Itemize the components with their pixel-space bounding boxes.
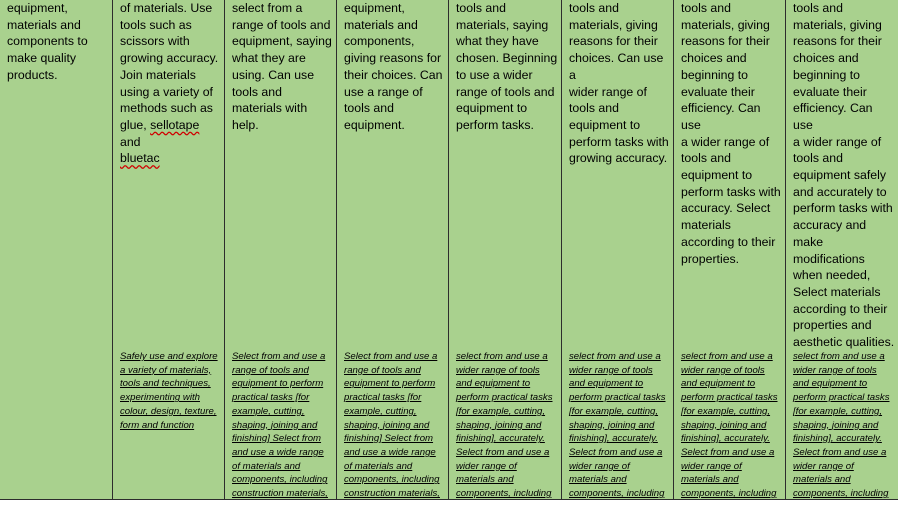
column-7-main-text — [681, 0, 782, 267]
misspelled-word: bluetac — [120, 151, 160, 166]
cell-line: make quality — [7, 51, 77, 66]
cell-subline: a variety of materials, — [120, 364, 212, 376]
cell-subline: equipment to perform — [232, 378, 324, 390]
cell-subline: Select from and use a — [793, 446, 887, 458]
column-2-main-text — [120, 0, 221, 167]
cell-line: using a variety of — [120, 84, 213, 99]
column-8-main-text — [793, 0, 895, 351]
cell-line: a wider range of — [793, 134, 882, 149]
table-column-6 — [562, 0, 674, 500]
cell-line: tools and — [569, 101, 619, 116]
cell-line — [120, 117, 221, 150]
cell-line: equipment. — [344, 117, 405, 132]
cell-line: accuracy. Select — [681, 201, 771, 216]
cell-line: beginning to — [681, 67, 749, 82]
cell-line: tools and — [344, 101, 394, 116]
cell-subline: [for example, cutting, — [793, 405, 883, 417]
cell-line: when needed, — [793, 268, 871, 283]
cell-line: methods such as — [120, 101, 213, 116]
cell-subline: components, including — [344, 474, 440, 486]
cell-line: aesthetic qualities. — [793, 335, 895, 350]
cell-line: growing accuracy. — [120, 51, 219, 66]
text-fragment: and — [120, 134, 141, 149]
cell-line: of materials. Use — [120, 1, 213, 15]
cell-line: perform tasks with — [569, 134, 669, 149]
cell-line: efficiency. Can use — [681, 101, 761, 132]
cell-subline: and equipment to — [681, 378, 756, 390]
cell-line: their choices. Can — [344, 67, 443, 82]
cell-subline: experimenting with — [120, 392, 200, 404]
column-6-sub-text — [569, 350, 671, 500]
cell-line: equipment, — [344, 1, 405, 15]
cell-subline: finishing] Select from — [344, 433, 434, 445]
cell-line: range of tools and — [456, 84, 555, 99]
cell-line: wider range of — [569, 84, 647, 99]
cell-subline: shaping, joining and — [232, 419, 318, 431]
cell-line: perform tasks with — [681, 184, 781, 199]
cell-line: scissors with — [120, 34, 190, 49]
cell-subline: select from and use a — [569, 351, 661, 362]
cell-line: what they have — [456, 34, 539, 49]
cell-subline: materials and — [456, 474, 514, 486]
cell-subline: perform practical tasks — [681, 392, 778, 404]
cell-line: and accurately to — [793, 184, 887, 199]
cell-subline: materials and — [569, 474, 627, 486]
cell-subline: components, including — [793, 488, 889, 500]
cell-line: make — [793, 234, 824, 249]
cell-subline: components, including — [569, 488, 665, 500]
column-4-sub-text — [344, 350, 446, 500]
cell-subline: shaping, joining and — [793, 419, 879, 431]
cell-line: materials with — [232, 101, 308, 116]
cell-subline: perform practical tasks — [456, 392, 553, 404]
cell-subline: perform practical tasks — [569, 392, 666, 404]
cell-line: materials and — [7, 17, 81, 32]
cell-subline: Select from and use a — [344, 351, 438, 362]
cell-line: equipment to — [456, 101, 528, 116]
cell-line: equipment, — [7, 1, 68, 15]
cell-line: modifications — [793, 251, 865, 266]
cell-subline: wider range of — [681, 460, 742, 472]
cell-subline: [for example, cutting, — [569, 405, 659, 417]
cell-subline: and equipment to — [456, 378, 531, 390]
cell-subline: select from and use a — [793, 351, 885, 362]
cell-line: equipment to — [681, 168, 753, 183]
cell-line: materials and — [344, 17, 418, 32]
cell-line: help. — [232, 117, 259, 132]
cell-line: materials — [681, 218, 731, 233]
cell-subline: wider range of tools — [569, 364, 653, 376]
cell-subline: range of tools and — [344, 364, 421, 376]
cell-subline: perform practical tasks — [793, 392, 890, 404]
cell-subline: wider range of tools — [793, 364, 877, 376]
column-4-main-text — [344, 0, 445, 134]
cell-line: tools and — [232, 84, 282, 99]
cell-subline: finishing], accurately. — [793, 433, 882, 445]
cell-line: materials, giving — [793, 17, 882, 32]
column-3-sub-text — [232, 350, 334, 500]
column-3-main-text — [232, 0, 333, 134]
cell-subline: practical tasks [for — [344, 392, 422, 404]
cell-subline: components, including — [232, 474, 328, 486]
cell-line: equipment, saying — [232, 34, 332, 49]
cell-subline: example, cutting, — [344, 405, 417, 417]
cell-subline: construction materials, — [344, 488, 440, 500]
cell-line: to use a wider — [456, 67, 533, 82]
cell-line: tools and — [681, 151, 731, 166]
column-1-main-text — [7, 0, 109, 84]
cell-subline: components, including — [456, 488, 552, 500]
cell-line: evaluate their — [793, 84, 867, 99]
cell-line: evaluate their — [681, 84, 755, 99]
cell-subline: Select from and use a — [569, 446, 663, 458]
cell-subline: shaping, joining and — [456, 419, 542, 431]
cell-subline: Select from and use a — [232, 351, 326, 362]
cell-line — [120, 150, 221, 167]
cell-line: properties and — [793, 318, 872, 333]
cell-subline: components, including — [681, 488, 777, 500]
table-column-2 — [113, 0, 225, 500]
cell-subline: finishing], accurately. — [681, 433, 770, 445]
table-bottom-border — [0, 499, 898, 500]
cell-line: efficiency. Can use — [793, 101, 873, 132]
cell-line: tools and — [456, 1, 506, 15]
cell-line: equipment safely — [793, 168, 886, 183]
column-5-sub-text — [456, 350, 559, 500]
cell-subline: wider range of tools — [681, 364, 765, 376]
cell-subline: practical tasks [for — [232, 392, 310, 404]
cell-line: use a range of — [344, 84, 423, 99]
text-fragment: glue, — [120, 117, 151, 132]
cell-subline: and equipment to — [569, 378, 644, 390]
cell-subline: Select from and use a — [456, 446, 550, 458]
table-column-1 — [0, 0, 113, 500]
cell-line: properties. — [681, 251, 740, 266]
cell-line: materials, saying — [456, 17, 549, 32]
cell-line: Select materials — [793, 284, 881, 299]
cell-subline: finishing], accurately. — [569, 433, 658, 445]
table-column-8 — [786, 0, 898, 500]
column-5-main-text — [456, 0, 558, 134]
cell-line: reasons for their — [569, 34, 658, 49]
table-column-5 — [449, 0, 562, 500]
cell-line: giving reasons for — [344, 51, 442, 66]
cell-subline: shaping, joining and — [344, 419, 430, 431]
cell-subline: wider range of — [569, 460, 630, 472]
misspelled-word: sellotape — [150, 117, 200, 132]
cell-line: chosen. Beginning — [456, 51, 558, 66]
cell-subline: of materials and — [344, 460, 413, 472]
cell-subline: equipment to perform — [344, 378, 436, 390]
cell-subline: shaping, joining and — [569, 419, 655, 431]
cell-subline: form and function — [120, 419, 195, 431]
cell-line: materials, giving — [681, 17, 770, 32]
cell-line: components, — [344, 34, 415, 49]
cell-line: a wider range of — [681, 134, 770, 149]
cell-line: accuracy and — [793, 218, 867, 233]
cell-subline: [for example, cutting, — [681, 405, 771, 417]
cell-line: according to their — [681, 234, 776, 249]
cell-line: what they are — [232, 51, 306, 66]
cell-line: tools and — [793, 1, 843, 15]
cell-line: perform tasks with — [793, 201, 893, 216]
cell-subline: wider range of — [456, 460, 517, 472]
cell-line: choices and — [793, 51, 859, 66]
cell-line: range of tools and — [232, 17, 331, 32]
cell-line: choices and — [681, 51, 747, 66]
table-column-4 — [337, 0, 449, 500]
cell-line: choices. Can use a — [569, 51, 664, 82]
cell-line: perform tasks. — [456, 117, 534, 132]
cell-subline: range of tools and — [232, 364, 309, 376]
column-2-sub-text — [120, 350, 222, 432]
cell-subline: construction materials, — [232, 488, 328, 500]
cell-subline: tools and techniques, — [120, 378, 211, 390]
cell-line: select from a — [232, 1, 303, 15]
cell-line: tools and — [793, 151, 843, 166]
column-8-sub-text — [793, 350, 896, 500]
cell-subline: and use a wide range — [232, 446, 324, 458]
cell-subline: select from and use a — [456, 351, 548, 362]
cell-subline: and use a wide range — [344, 446, 436, 458]
cell-line: beginning to — [793, 67, 861, 82]
column-6-main-text — [569, 0, 670, 167]
cell-subline: select from and use a — [681, 351, 773, 362]
cell-subline: finishing] Select from — [232, 433, 322, 445]
cell-subline: finishing], accurately. — [456, 433, 545, 445]
column-7-sub-text — [681, 350, 783, 500]
cell-subline: example, cutting, — [232, 405, 305, 417]
cell-line: tools such as — [120, 17, 192, 32]
cell-line: growing accuracy. — [569, 151, 668, 166]
cell-subline: of materials and — [232, 460, 301, 472]
cell-line: materials, giving — [569, 17, 658, 32]
cell-line: using. Can use — [232, 67, 315, 82]
cell-subline: [for example, cutting, — [456, 405, 546, 417]
cell-line: tools and — [569, 1, 619, 15]
cell-line: equipment to — [569, 117, 641, 132]
cell-line: products. — [7, 67, 58, 82]
cell-subline: Safely use and explore — [120, 351, 218, 362]
cell-subline: Select from and use a — [681, 446, 775, 458]
cell-subline: wider range of tools — [456, 364, 540, 376]
cell-subline: materials and — [681, 474, 739, 486]
cell-subline: shaping, joining and — [681, 419, 767, 431]
cell-line: Join materials — [120, 67, 196, 82]
cell-line: components to — [7, 34, 88, 49]
cell-line: reasons for their — [793, 34, 882, 49]
cell-subline: colour, design, texture, — [120, 405, 217, 417]
table-column-7 — [674, 0, 786, 500]
table-column-3 — [225, 0, 337, 500]
cell-line: tools and — [681, 1, 731, 15]
cell-subline: materials and — [793, 474, 851, 486]
cell-subline: wider range of — [793, 460, 854, 472]
cell-subline: and equipment to — [793, 378, 868, 390]
cell-line: according to their — [793, 301, 888, 316]
cell-line: reasons for their — [681, 34, 770, 49]
